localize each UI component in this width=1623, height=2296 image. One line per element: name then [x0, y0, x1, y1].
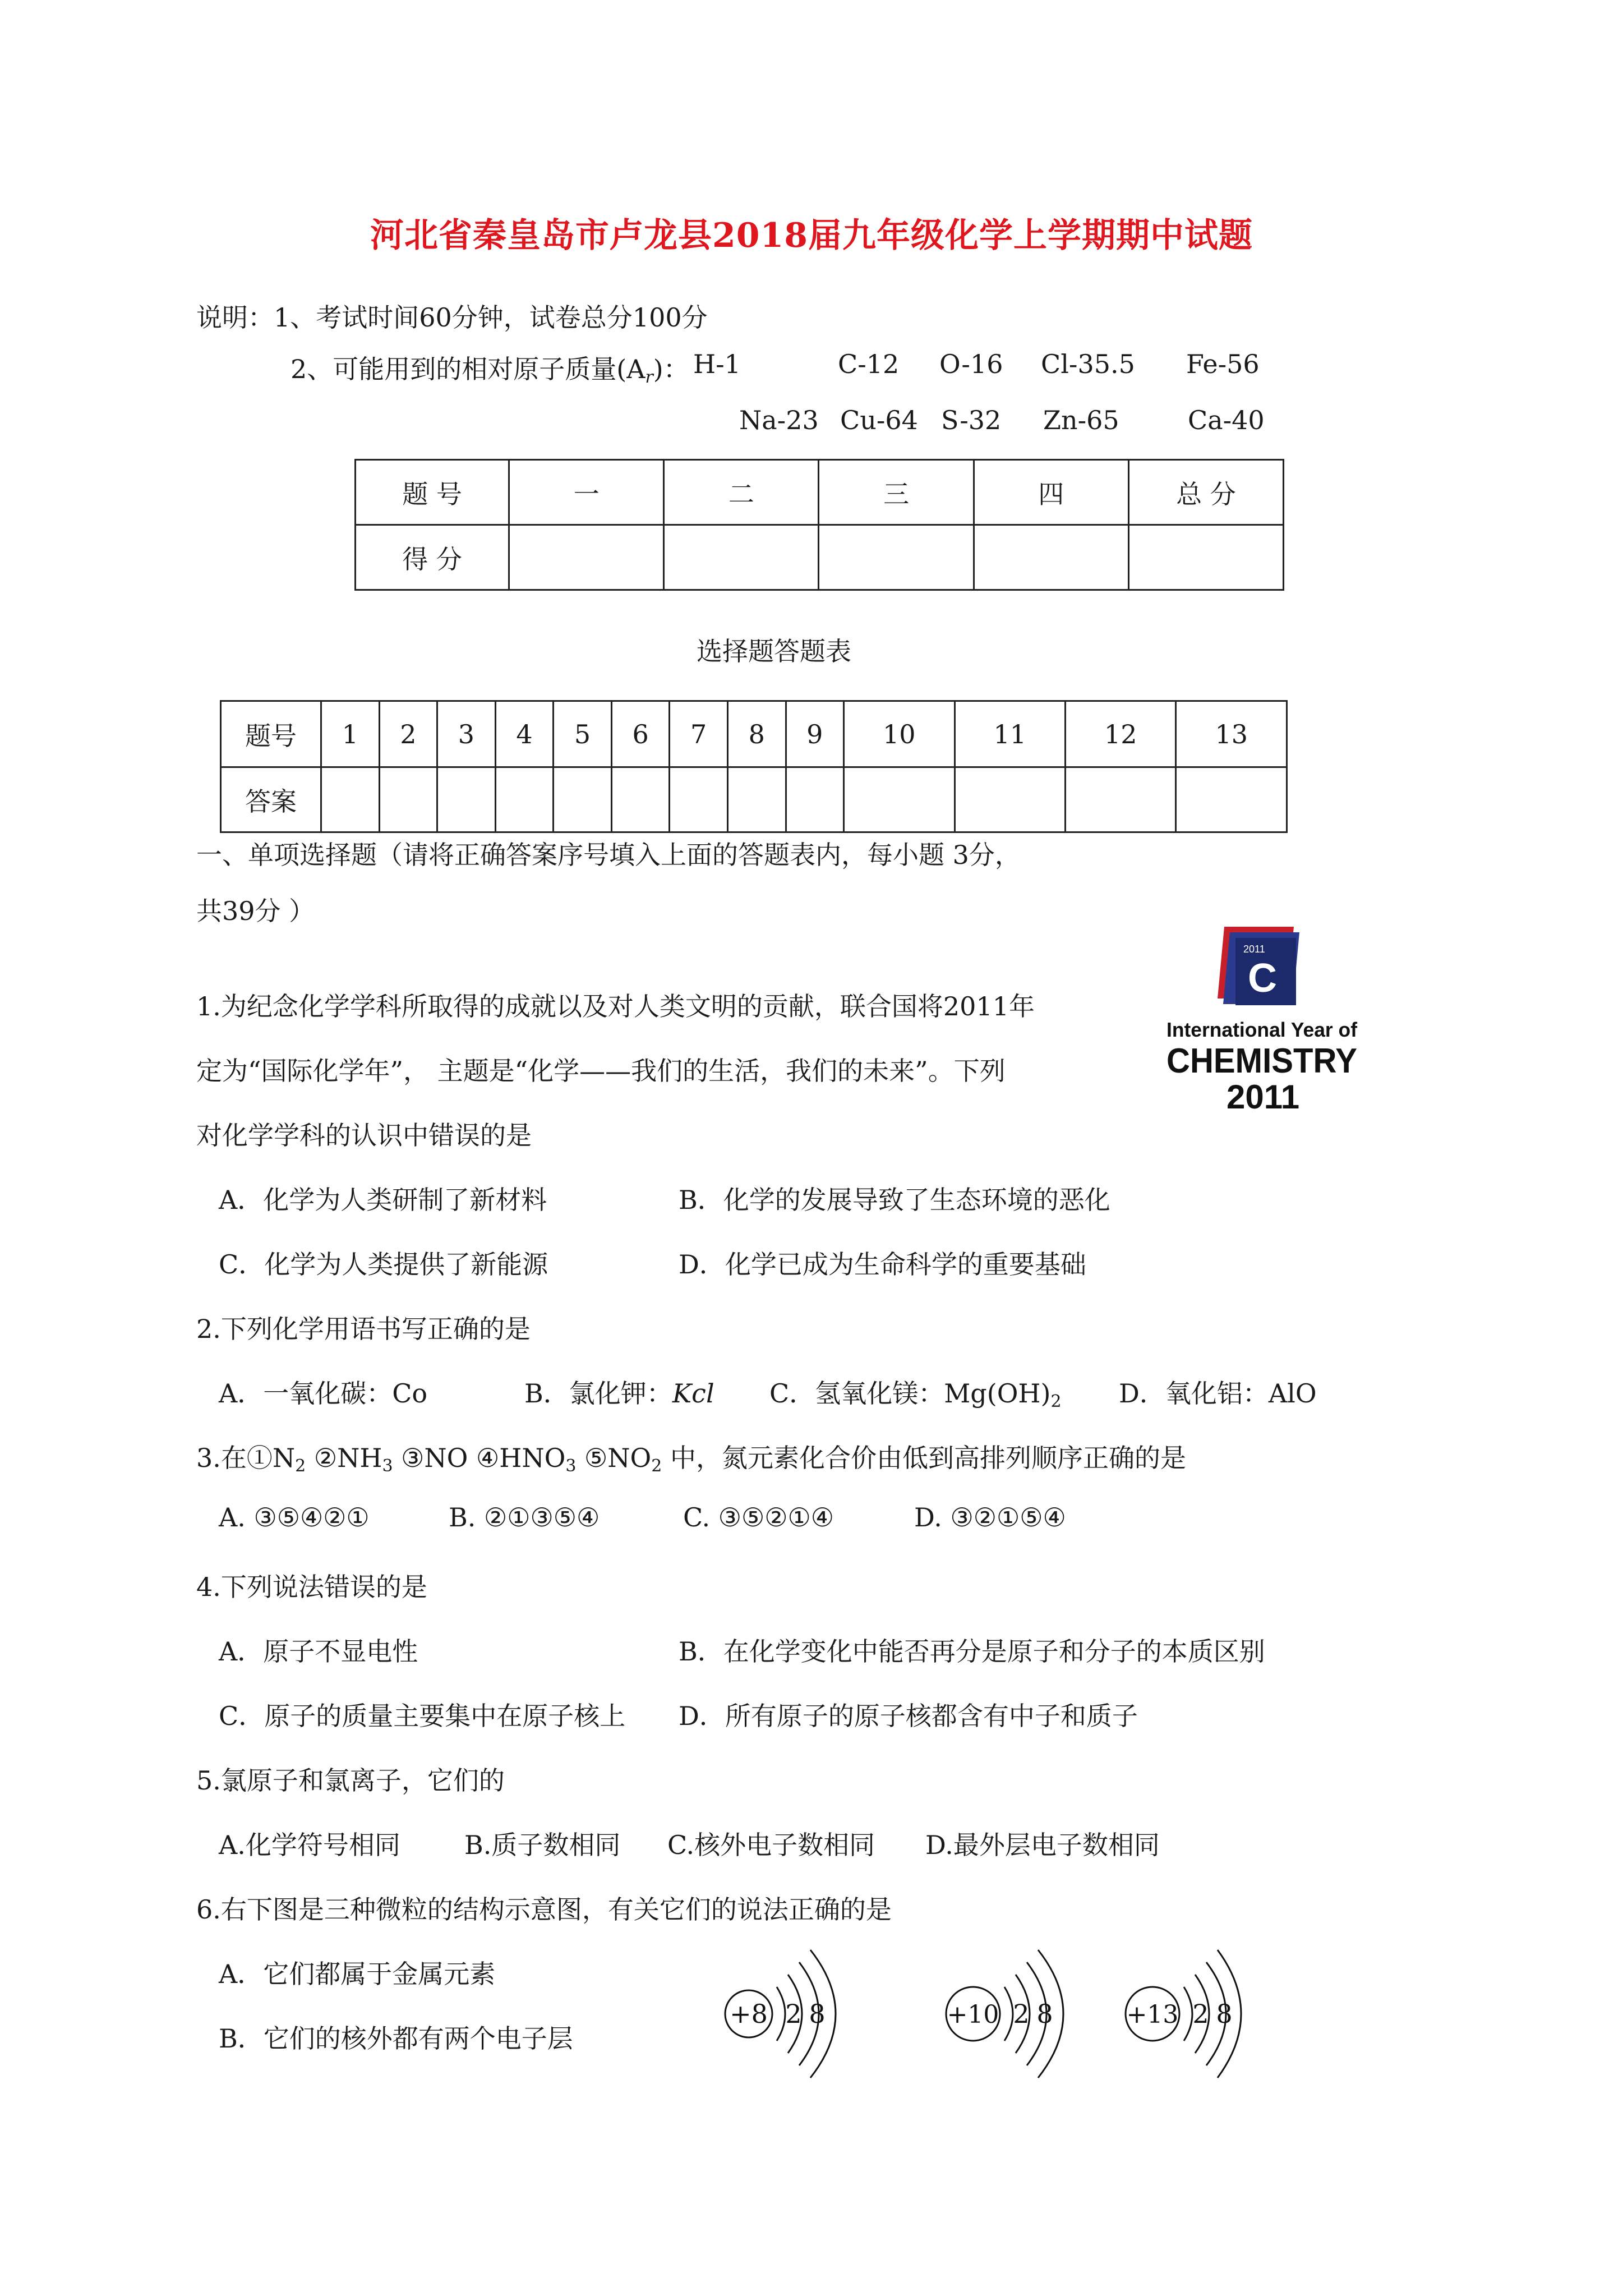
mass-ca: Ca-40 — [1188, 405, 1265, 435]
q3-subscript: 2 — [295, 1456, 306, 1476]
chemistry-year-logo — [1158, 914, 1366, 1125]
atom-1-shell-1: 2 — [785, 1999, 802, 2029]
score-cell[interactable] — [509, 525, 664, 590]
answer-table — [220, 700, 1288, 833]
answer-cell[interactable] — [321, 767, 380, 832]
q4-option-d: D．所有原子的原子核都含有中子和质子 — [679, 1701, 1138, 1731]
score-header-4: 四 — [974, 460, 1128, 525]
score-table — [354, 459, 1284, 591]
answer-row-label: 答案 — [221, 767, 321, 832]
q4-option-b: B．在化学变化中能否再分是原子和分子的本质区别 — [679, 1636, 1265, 1667]
answer-number: 7 — [670, 701, 728, 767]
score-cell[interactable] — [819, 525, 974, 590]
q3-subscript: 3 — [565, 1456, 577, 1476]
q1-stem-line-1: 1.为纪念化学学科所取得的成就以及对人类文明的贡献，联合国将2011年 — [196, 991, 1035, 1022]
answer-cell[interactable] — [727, 767, 786, 832]
answer-cell[interactable] — [955, 767, 1065, 832]
answer-number: 1 — [321, 701, 380, 767]
answer-number: 11 — [955, 701, 1065, 767]
answer-cell[interactable] — [1065, 767, 1175, 832]
score-header-1: 一 — [509, 460, 664, 525]
mass-cu: Cu-64 — [840, 405, 918, 435]
answer-number: 6 — [611, 701, 670, 767]
atom-1-nucleus: +8 — [730, 1999, 768, 2029]
q3-subscript: 2 — [651, 1456, 662, 1476]
q3-subscript: 3 — [382, 1456, 393, 1476]
note-line-2-end: )： — [653, 354, 689, 384]
q4-stem: 4.下列说法错误的是 — [196, 1572, 427, 1602]
mass-zn: Zn-65 — [1043, 405, 1119, 435]
q2-stem: 2.下列化学用语书写正确的是 — [196, 1314, 531, 1344]
q5-option-d: D.最外层电子数相同 — [925, 1830, 1160, 1860]
mass-h: H-1 — [693, 349, 741, 379]
answer-cell[interactable] — [495, 767, 554, 832]
q5-option-c: C.核外电子数相同 — [667, 1830, 875, 1860]
logo-caption-3: 2011 — [1227, 1078, 1300, 1116]
q1-stem-line-2: 定为“国际化学年”， 主题是“化学——我们的生活，我们的未来”。下列 — [196, 1056, 1006, 1086]
note-line-1: 说明：1、考试时间60分钟，试卷总分100分 — [196, 302, 708, 333]
q2-option-b-label: B．氯化钾： — [524, 1378, 672, 1409]
q5-stem: 5.氯原子和氯离子，它们的 — [196, 1765, 505, 1796]
q6-option-a: A．它们都属于金属元素 — [219, 1959, 496, 1989]
q2-option-b-formula: Kcl — [672, 1378, 714, 1409]
logo-caption-1: International Year of — [1166, 1018, 1358, 1041]
q4-option-a: A．原子不显电性 — [219, 1636, 418, 1667]
mass-fe: Fe-56 — [1186, 349, 1260, 379]
answer-cell[interactable] — [1176, 767, 1287, 832]
q2-option-b — [524, 1373, 714, 1410]
atom-3-shell-2: 8 — [1216, 1999, 1233, 2029]
answer-cell[interactable] — [844, 767, 955, 832]
answer-header-label: 题号 — [221, 701, 321, 767]
mass-c: C-12 — [838, 349, 900, 379]
q3-option-b: B. ②①③⑤④ — [449, 1502, 600, 1533]
answer-number: 8 — [727, 701, 786, 767]
note-line-2 — [291, 349, 689, 387]
answer-cell[interactable] — [670, 767, 728, 832]
q3-stem-part: ②NH — [306, 1443, 382, 1473]
q4-option-c: C．原子的质量主要集中在原子核上 — [219, 1701, 626, 1731]
mass-o: O-16 — [939, 349, 1003, 379]
mass-s: S-32 — [941, 405, 1002, 435]
answer-table-caption: 选择题答题表 — [697, 636, 851, 666]
q3-option-d: D. ③②①⑤④ — [914, 1502, 1066, 1533]
section-1-heading-cont: 共39分 ） — [196, 896, 315, 926]
atom-3-shell-1: 2 — [1192, 1999, 1209, 2029]
score-cell[interactable] — [664, 525, 819, 590]
q1-option-d: D．化学已成为生命科学的重要基础 — [679, 1249, 1086, 1280]
atom-2-nucleus: +10 — [947, 2000, 999, 2029]
chemistry-logo-graphic — [1158, 914, 1366, 1125]
answer-number: 5 — [554, 701, 612, 767]
note-line-2-subscript: r — [645, 367, 653, 387]
q1-option-a: A．化学为人类研制了新材料 — [219, 1185, 547, 1215]
score-header-3: 三 — [819, 460, 974, 525]
answer-cell[interactable] — [437, 767, 496, 832]
answer-number: 13 — [1176, 701, 1287, 767]
q3-stem-part: 3.在①N — [196, 1443, 296, 1473]
q3-option-a: A. ③⑤④②① — [219, 1502, 370, 1533]
answer-number: 3 — [437, 701, 496, 767]
section-1-heading: 一、单项选择题（请将正确答案序号填入上面的答题表内，每小题 3分， — [196, 840, 1021, 870]
mass-na: Na-23 — [739, 405, 819, 435]
score-cell[interactable] — [974, 525, 1128, 590]
q6-stem: 6.右下图是三种微粒的结构示意图，有关它们的说法正确的是 — [196, 1894, 892, 1925]
answer-number: 12 — [1065, 701, 1175, 767]
q2-option-d: D．氧化铝：AlO — [1119, 1378, 1317, 1409]
q1-option-c: C．化学为人类提供了新能源 — [219, 1249, 548, 1280]
logo-year-small: 2011 — [1243, 944, 1265, 955]
q2-option-a: A．一氧化碳：Co — [219, 1378, 428, 1409]
answer-cell[interactable] — [611, 767, 670, 832]
score-cell[interactable] — [1128, 525, 1283, 590]
q5-option-b: B.质子数相同 — [464, 1830, 621, 1860]
atom-diagram-graphic — [715, 1935, 1267, 2090]
atom-3-nucleus: +13 — [1126, 2000, 1179, 2029]
score-header-total: 总 分 — [1128, 460, 1283, 525]
answer-number: 2 — [379, 701, 437, 767]
score-header-2: 二 — [664, 460, 819, 525]
q3-stem — [196, 1438, 1186, 1476]
q2-option-c-subscript: 2 — [1050, 1392, 1062, 1411]
answer-number: 4 — [495, 701, 554, 767]
mass-cl: Cl-35.5 — [1041, 349, 1135, 379]
atom-2-shell-1: 2 — [1013, 1999, 1030, 2029]
atom-2-shell-2: 8 — [1036, 1999, 1053, 2029]
q1-option-b: B．化学的发展导致了生态环境的恶化 — [679, 1185, 1110, 1215]
q2-option-c-label: C．氢氧化镁：Mg(OH) — [769, 1378, 1051, 1409]
q3-option-c: C. ③⑤②①④ — [683, 1502, 834, 1533]
logo-letter: C — [1248, 956, 1277, 1001]
answer-cell[interactable] — [554, 767, 612, 832]
q1-stem-line-3: 对化学学科的认识中错误的是 — [196, 1120, 532, 1151]
q2-option-c — [769, 1373, 1062, 1411]
answer-number: 10 — [844, 701, 955, 767]
q3-stem-part: ⑤NO — [576, 1443, 652, 1473]
logo-caption-2: CHEMISTRY — [1166, 1042, 1357, 1080]
note-line-2-label: 2、可能用到的相对原子质量(A — [291, 354, 645, 384]
answer-number: 9 — [786, 701, 844, 767]
atom-structure-diagrams — [715, 1935, 1267, 2090]
q3-stem-part: ③NO ④HNO — [393, 1443, 566, 1473]
q6-option-b: B．它们的核外都有两个电子层 — [219, 2023, 573, 2054]
answer-cell[interactable] — [786, 767, 844, 832]
q5-option-a: A.化学符号相同 — [219, 1830, 400, 1860]
page-title: 河北省秦皇岛市卢龙县2018届九年级化学上学期期中试题 — [370, 216, 1253, 255]
score-header-label: 题 号 — [356, 460, 509, 525]
answer-cell[interactable] — [379, 767, 437, 832]
atom-1-shell-2: 8 — [809, 1999, 826, 2029]
q3-stem-part: 中，氮元素化合价由低到高排列顺序正确的是 — [662, 1443, 1186, 1473]
score-row-label: 得 分 — [356, 525, 509, 590]
